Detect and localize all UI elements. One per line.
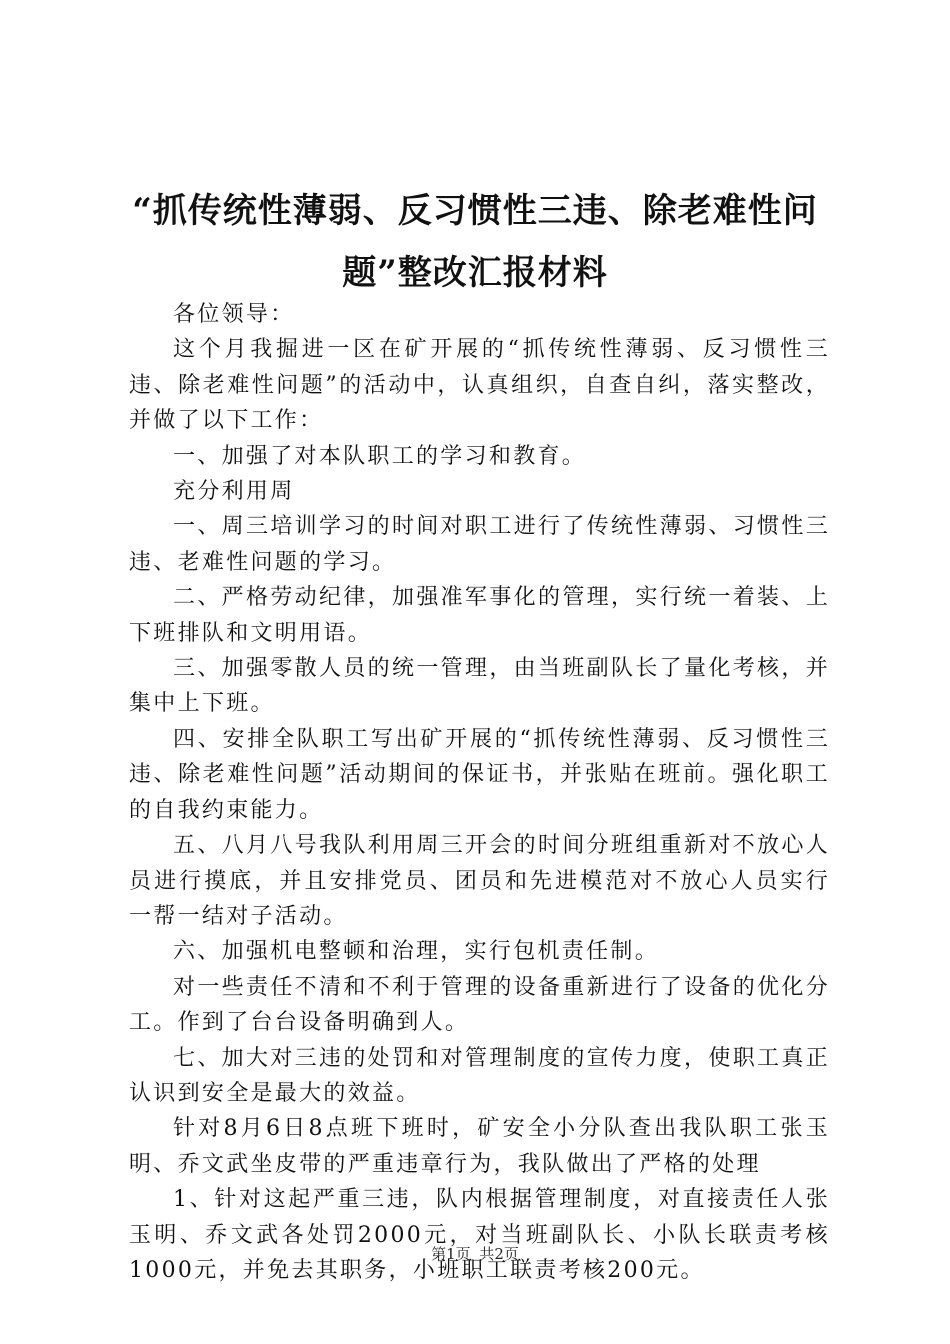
page-number: 第1页 <box>431 1245 471 1263</box>
paragraph: 四、安排全队职工写出矿开展的“抓传统性薄弱、反习惯性三违、除老难性问题”活动期间的保证书，并张贴在班前。强化职工的自我约束能力。 <box>129 726 830 823</box>
paragraph: 对一些责任不清和不利于管理的设备重新进行了设备的优化分工。作到了台台设备明确到人。 <box>129 974 830 1036</box>
paragraph-heading-1: 一、加强了对本队职工的学习和教育。 <box>173 443 587 469</box>
paragraph: 1、针对这起严重三违，队内根据管理制度，对直接责任人张玉明、乔文武各处罚2000元，对当班副队长、小队长联责考核1000元，并免去其职务，小班职工联责考核200元。 <box>129 1187 830 1283</box>
document-body <box>129 297 830 1288</box>
page-total: 共2页 <box>479 1245 519 1263</box>
paragraph-intro: 这个月我掘进一区在矿开展的“抓传统性薄弱、反习惯性三违、除老难性问题”的活动中，认真组织，自查自纠，落实整改，并做了以下工作： <box>129 337 830 434</box>
document-title: “抓传统性薄弱、反习惯性三违、除老难性问题”整改汇报材料 <box>132 191 818 293</box>
paragraph: 五、八月八号我队利用周三开会的时间分班组重新对不放心人员进行摸底，并且安排党员、团员和先进模范对不放心人员实行一帮一结对子活动。 <box>129 833 830 929</box>
page-footer <box>0 1244 950 1264</box>
paragraph: 充分利用周 <box>173 479 295 505</box>
paragraph: 针对8月6日8点班下班时，矿安全小分队查出我队职工张玉明、乔文武坐皮带的严重违章行为，我队做出了严格的处理 <box>129 1116 830 1177</box>
paragraph: 一、周三培训学习的时间对职工进行了传统性薄弱、习惯性三违、老难性问题的学习。 <box>129 514 830 575</box>
salutation: 各位领导： <box>173 302 295 327</box>
paragraph: 三、加强零散人员的统一管理，由当班副队长了量化考核，并集中上下班。 <box>129 656 830 717</box>
paragraph: 七、加大对三违的处罚和对管理制度的宣传力度，使职工真正认识到安全是最大的效益。 <box>129 1045 830 1106</box>
paragraph: 二、严格劳动纪律，加强准军事化的管理，实行统一着装、上下班排队和文明用语。 <box>129 585 830 646</box>
paragraph-heading-6: 六、加强机电整顿和治理，实行包机责任制。 <box>173 939 660 965</box>
